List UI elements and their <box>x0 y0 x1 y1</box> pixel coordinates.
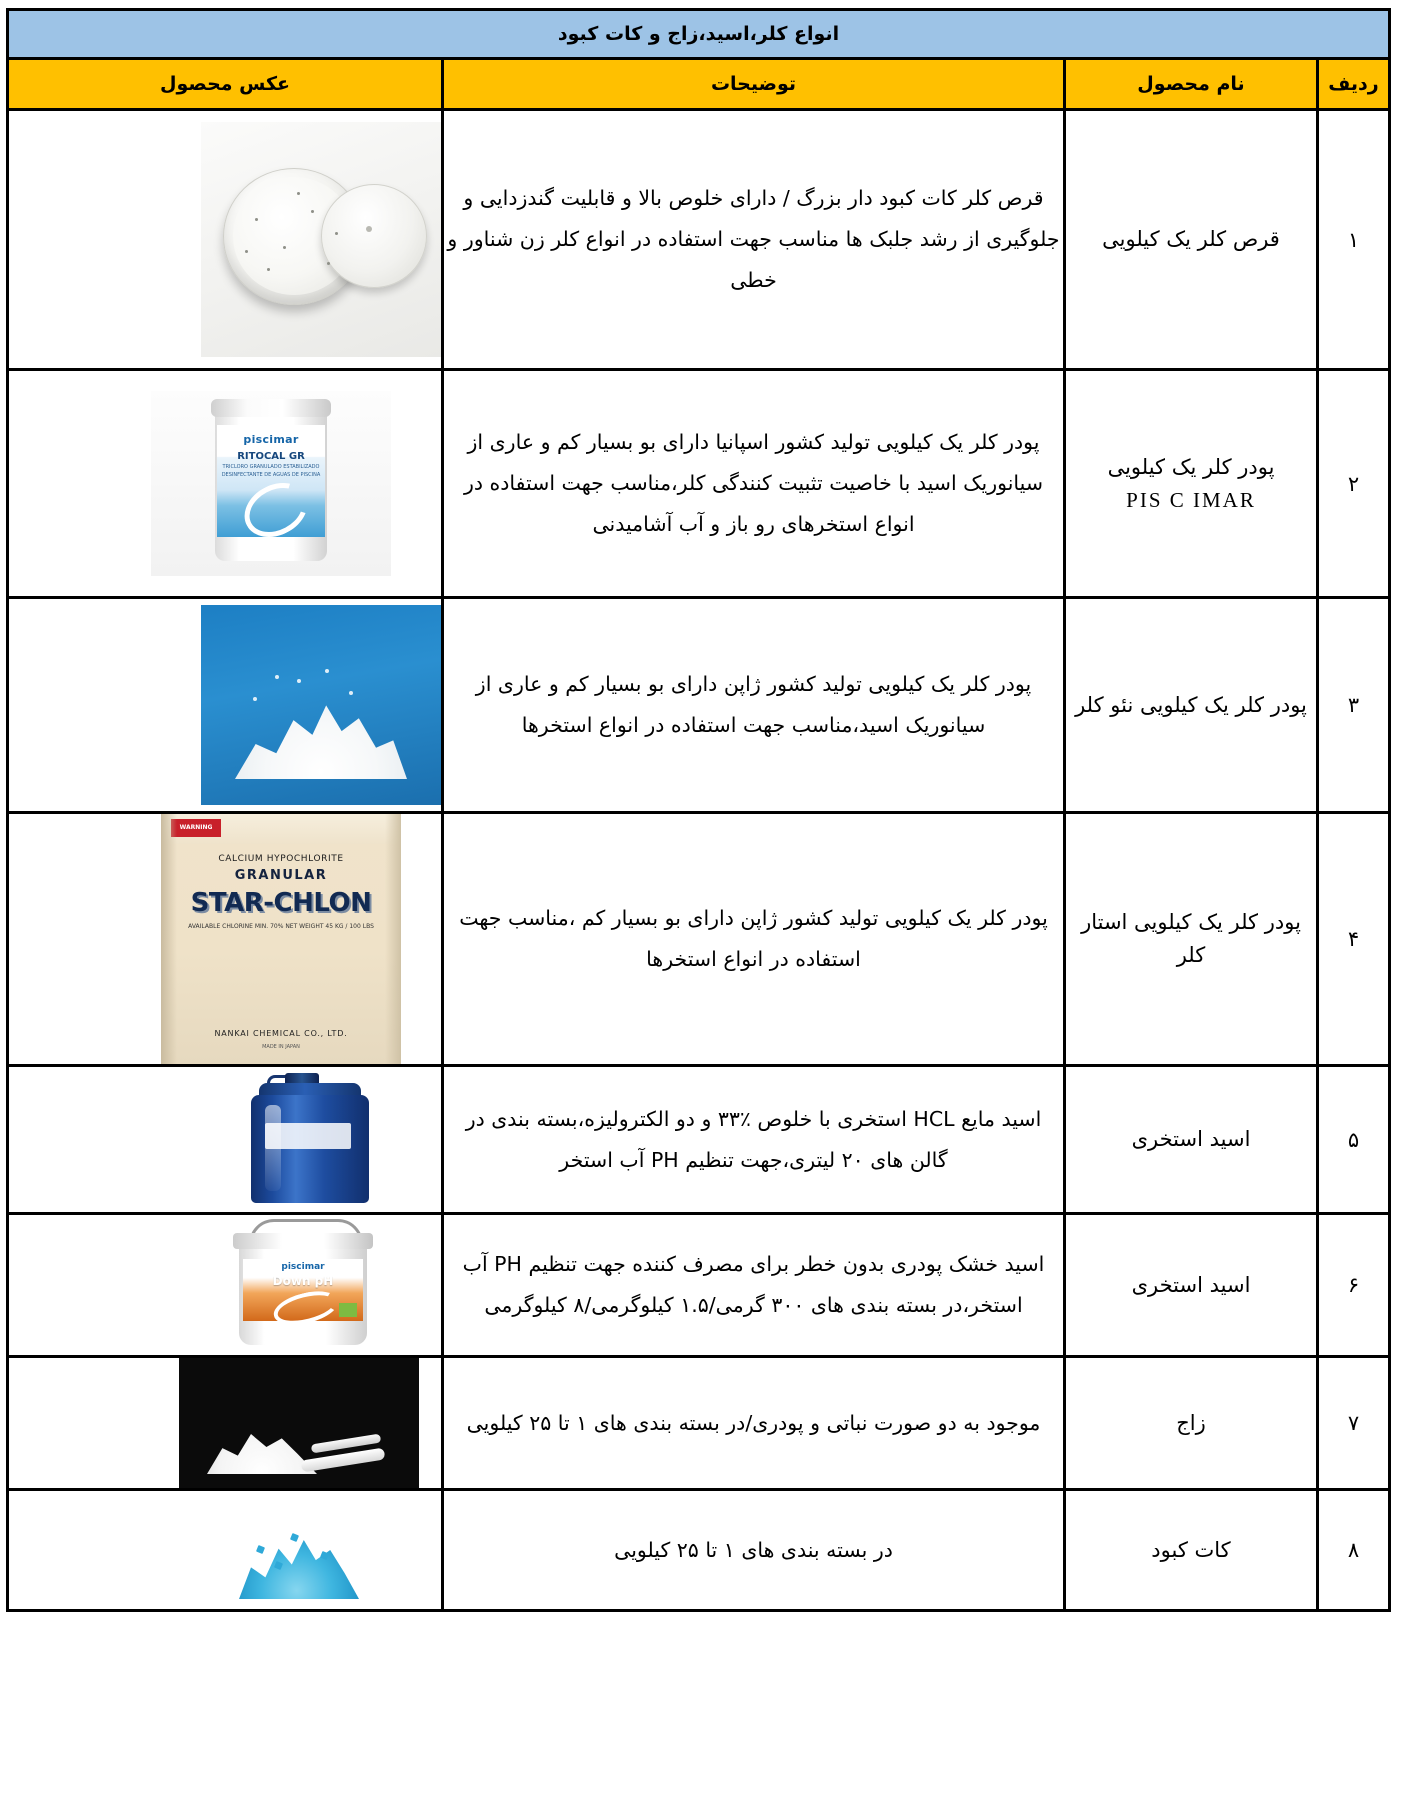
product-image-cell <box>7 1490 442 1611</box>
fineprint-text: AVAILABLE CHLORINE MIN. 70% NET WEIGHT 45 KG / 100 LBS <box>188 923 374 930</box>
product-image <box>9 1067 429 1212</box>
table-title: انواع کلر،اسید،زاج و کات کبود <box>7 10 1389 59</box>
jar-label <box>217 425 325 537</box>
green-chip <box>339 1303 357 1317</box>
product-text: Down pH <box>272 1274 334 1288</box>
product-image <box>9 1491 419 1609</box>
bucket-label <box>243 1259 363 1321</box>
chlorine-tablet-photo <box>201 122 441 357</box>
piscimar-ritocal-gr-photo <box>151 391 391 576</box>
table-header-row <box>7 59 1389 110</box>
column-header-description: توضیحات <box>443 59 1065 110</box>
product-name <box>1065 370 1318 598</box>
jerrycan-label <box>265 1123 351 1149</box>
product-name: قرص کلر یک کیلویی <box>1065 110 1318 370</box>
product-image-cell <box>7 1357 442 1490</box>
table-row <box>7 813 1389 1066</box>
swoosh-icon <box>235 472 317 547</box>
product-image-cell <box>7 1214 442 1357</box>
bucket-lid <box>233 1233 373 1249</box>
product-description: پودر کلر یک کیلویی تولید کشور ژاپن دارای بو بسیار کم و عاری از سیانوریک اسید،مناسب جهت استفاده در انواع استخرها <box>443 598 1065 813</box>
product-name: اسید استخری <box>1065 1214 1318 1357</box>
white-powder-on-black-photo <box>179 1358 419 1488</box>
product-description: اسید مایع HCL استخری با خلوص ٪۳۳ و دو الکترولیزه،بسته بندی در گالن های ۲۰ لیتری،جهت تنظیم PH آب استخر <box>443 1066 1065 1214</box>
table-row <box>7 1490 1389 1611</box>
product-image-cell <box>7 370 442 598</box>
product-description: پودر کلر یک کیلویی تولید کشور ژاپن دارای بو بسیار کم ،مناسب جهت استفاده در انواع استخرها <box>443 813 1065 1066</box>
table-row <box>7 598 1389 813</box>
star-chlon-barrel-photo <box>161 814 401 1064</box>
table-row <box>7 110 1389 370</box>
row-number: ۴ <box>1318 813 1390 1066</box>
product-image <box>9 814 401 1064</box>
product-image <box>9 1215 423 1355</box>
product-image-cell <box>7 598 442 813</box>
table-row <box>7 1214 1389 1357</box>
product-text: RITOCAL GR <box>237 451 305 462</box>
jar-lid <box>211 399 331 417</box>
row-number: ۸ <box>1318 1490 1390 1611</box>
product-description: قرص کلر کات کبود دار بزرگ / دارای خلوص بالا و قابلیت گندزدایی و جلوگیری از رشد جلبک ها مناسب جهت استفاده در انواع کلر زن شناور و خطی <box>443 110 1065 370</box>
product-image <box>9 391 391 576</box>
table-row <box>7 1357 1389 1490</box>
product-image <box>9 605 441 805</box>
barrel-left-edge <box>161 814 177 1064</box>
warning-badge: WARNING <box>171 819 221 837</box>
blue-jerrycan-photo <box>189 1067 429 1212</box>
product-image-cell <box>7 1066 442 1214</box>
column-header-product-image: عکس محصول <box>7 59 442 110</box>
table-row <box>7 370 1389 598</box>
product-image <box>9 122 441 357</box>
product-description: اسید خشک پودری بدون خطر برای مصرف کننده جهت تنظیم PH آب استخر،در بسته بندی های ۳۰۰ گرمی/۱.۵ کیلوگرمی/۸ کیلوگرمی <box>443 1214 1065 1357</box>
product-table <box>6 8 1391 1612</box>
crystal-heap <box>239 1527 359 1599</box>
column-header-product-name: نام محصول <box>1065 59 1318 110</box>
row-number: ۶ <box>1318 1214 1390 1357</box>
row-number: ۵ <box>1318 1066 1390 1214</box>
company-text: NANKAI CHEMICAL CO., LTD. <box>214 1029 348 1038</box>
product-name-fa: پودر کلر یک کیلویی <box>1107 454 1275 479</box>
row-number: ۳ <box>1318 598 1390 813</box>
tablet-disc-small <box>321 184 427 288</box>
product-name: پودر کلر یک کیلویی استار کلر <box>1065 813 1318 1066</box>
barrel-right-edge <box>385 814 401 1064</box>
granular-text: GRANULAR <box>234 868 328 883</box>
product-image-cell <box>7 110 442 370</box>
product-name: کات کبود <box>1065 1490 1318 1611</box>
product-image <box>9 1358 419 1488</box>
product-name: اسید استخری <box>1065 1066 1318 1214</box>
hypochlorite-text: CALCIUM HYPOCHLORITE <box>218 854 344 864</box>
column-header-radif: ردیف <box>1318 59 1390 110</box>
brand-text: piscimar <box>281 1262 325 1272</box>
row-number: ۲ <box>1318 370 1390 598</box>
white-powder-on-blue-photo <box>201 605 441 805</box>
powder-heap <box>235 687 407 779</box>
copper-sulphate-crystals-photo <box>179 1491 419 1609</box>
label-subtitle: TRICLORO GRANULADO ESTABILIZADO DESINFECTANTE DE AGUAS DE PISCINA <box>221 464 321 478</box>
brand-text: piscimar <box>243 433 299 446</box>
company-subtext: MADE IN JAPAN <box>262 1044 300 1050</box>
product-description: موجود به دو صورت نباتی و پودری/در بسته بندی های ۱ تا ۲۵ کیلویی <box>443 1357 1065 1490</box>
piscimar-down-ph-bucket-photo <box>183 1215 423 1355</box>
product-description: در بسته بندی های ۱ تا ۲۵ کیلویی <box>443 1490 1065 1611</box>
product-name: زاج <box>1065 1357 1318 1490</box>
star-chlon-logo: STAR-CHLON <box>190 888 372 918</box>
product-name-latin: PIS C IMAR <box>1126 487 1256 512</box>
table-title-row <box>7 10 1389 59</box>
table-row <box>7 1066 1389 1214</box>
jerrycan-body <box>251 1095 369 1203</box>
product-description: پودر کلر یک کیلویی تولید کشور اسپانیا دارای بو بسیار کم و عاری از سیانوریک اسید با خاصیت تثبیت کنندگی کلر،مناسب جهت استفاده در انواع استخرهای رو باز و آب آشامیدنی <box>443 370 1065 598</box>
row-number: ۷ <box>1318 1357 1390 1490</box>
row-number: ۱ <box>1318 110 1390 370</box>
product-image-cell <box>7 813 442 1066</box>
product-name: پودر کلر یک کیلویی نئو کلر <box>1065 598 1318 813</box>
